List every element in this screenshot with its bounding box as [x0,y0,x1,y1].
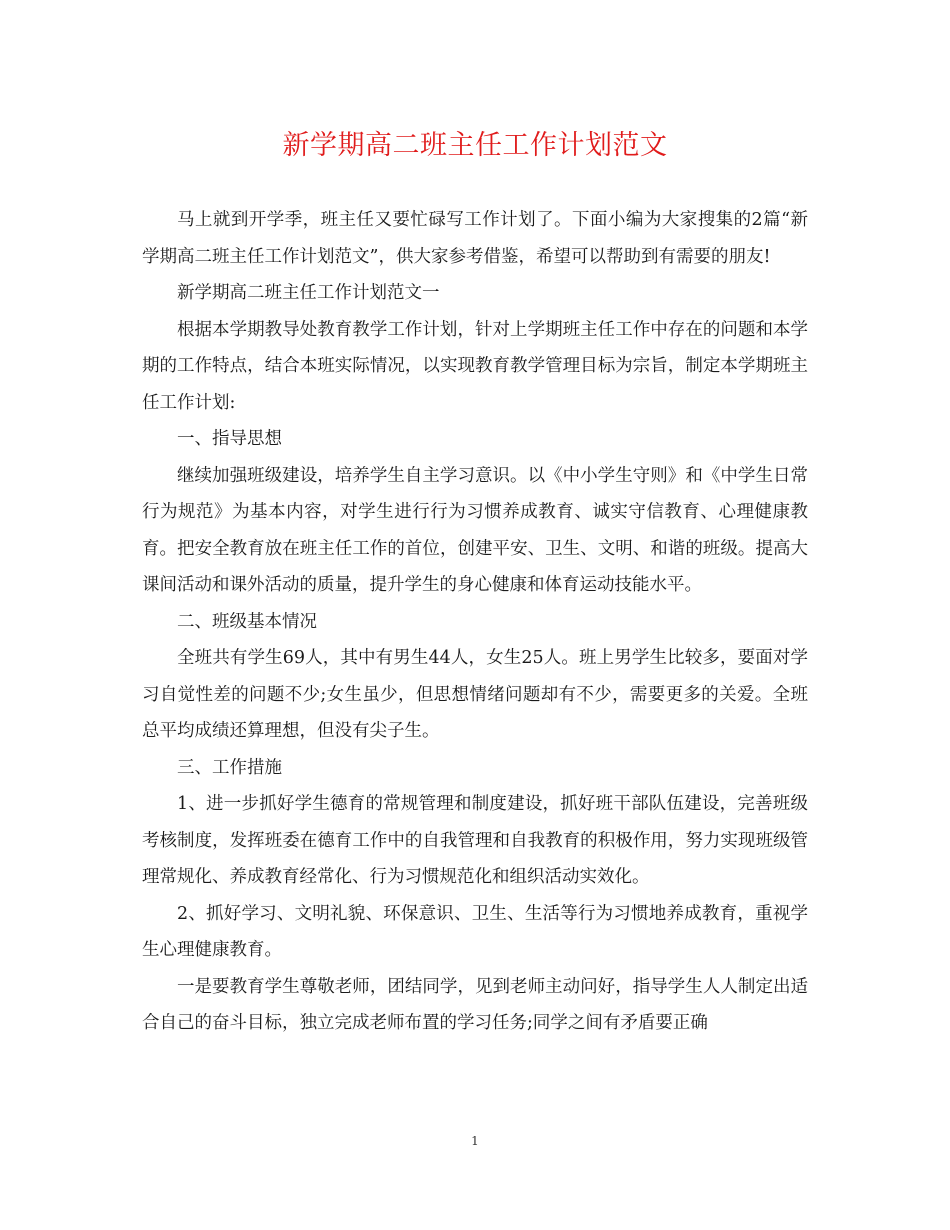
page-number: 1 [471,1134,479,1148]
paragraph-measure-1: 1、进一步抓好学生德育的常规管理和制度建设，抓好班干部队伍建设，完善班级考核制度，发挥班委在德育工作中的自我管理和自我教育的积极作用，努力实现班级管理常规化、养成教育经常化、行为习惯规范化和组织活动实效化。 [142,794,808,887]
paragraph-measure-2-detail: 一是要教育学生尊敬老师，团结同学，见到老师主动问好，指导学生人人制定出适合自己的奋斗目标，独立完成老师布置的学习任务;同学之间有矛盾要正确 [142,976,808,1033]
paragraph-measure-2: 2、抓好学习、文明礼貌、环保意识、卫生、生活等行为习惯地养成教育，重视学生心理健康教育。 [142,903,808,960]
section-heading-class-situation: 二、班级基本情况 [177,611,317,632]
paragraph-guiding-thought: 继续加强班级建设，培养学生自主学习意识。以《中小学生守则》和《中学生日常行为规范》为基本内容，对学生进行行为习惯养成教育、诚实守信教育、心理健康教育。把安全教育放在班主任工作的首位，创建平安、卫生、文明、和谐的班级。提高大课间活动和课外活动的质量，提升学生的身心健康和体育运动技能水平。 [142,465,808,595]
section-heading-measures: 三、工作措施 [177,757,282,778]
paragraph-class-situation: 全班共有学生69人，其中有男生44人，女生25人。班上男学生比较多，要面对学习自觉性差的问题不少;女生虽少，但思想情绪问题却有不少，需要更多的关爱。全班总平均成绩还算理想，但没有尖子生。 [142,648,808,741]
paragraph-intro: 马上就到开学季，班主任又要忙碌写工作计划了。下面小编为大家搜集的2篇“新学期高二班主任工作计划范文”，供大家参考借鉴，希望可以帮助到有需要的朋友! [142,210,808,267]
document-body [142,202,808,1042]
paragraph-subtitle: 新学期高二班主任工作计划范文一 [177,283,440,303]
document-title: 新学期高二班主任工作计划范文 [282,130,668,161]
section-heading-guiding-thought: 一、指导思想 [177,429,282,449]
paragraph-preface: 根据本学期教导处教育教学工作计划，针对上学期班主任工作中存在的问题和本学期的工作特点，结合本班实际情况，以实现教育教学管理目标为宗旨，制定本学期班主任工作计划: [142,319,808,413]
